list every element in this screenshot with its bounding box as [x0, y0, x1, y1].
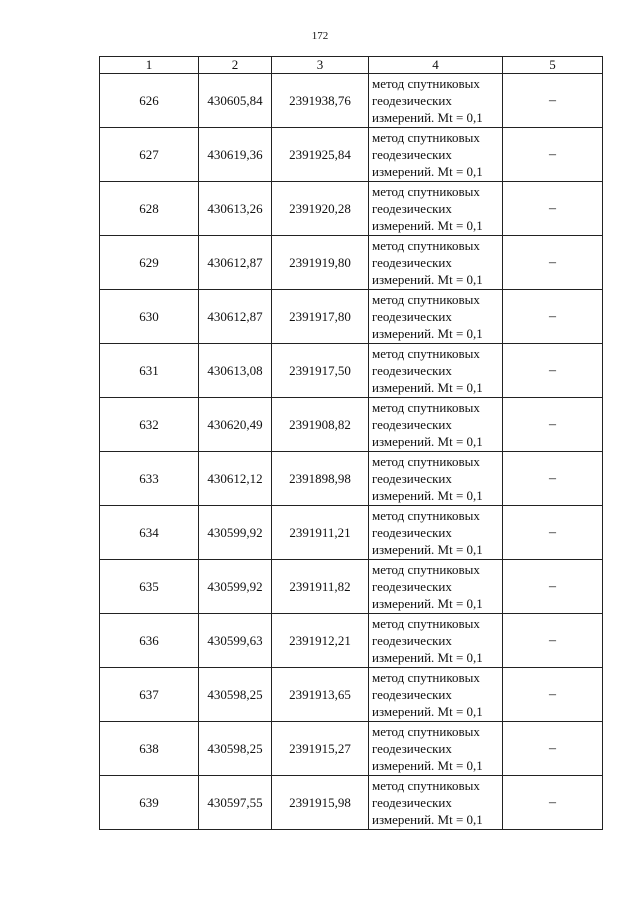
point-number-cell: 631	[100, 344, 199, 398]
column-header-2: 2	[199, 57, 272, 74]
method-line: измерений. Mt = 0,1	[372, 218, 483, 233]
method-line: измерений. Mt = 0,1	[372, 812, 483, 827]
y-coordinate-cell: 2391920,28	[272, 182, 369, 236]
method-line: геодезических	[372, 147, 452, 162]
column-header-1: 1	[100, 57, 199, 74]
method-line: измерений. Mt = 0,1	[372, 110, 483, 125]
note-cell	[503, 290, 603, 344]
y-coordinate-cell: 2391898,98	[272, 452, 369, 506]
table-row	[100, 668, 603, 722]
y-coordinate-cell: 2391917,50	[272, 344, 369, 398]
note-cell	[503, 398, 603, 452]
point-number-cell: 633	[100, 452, 199, 506]
point-number-cell: 635	[100, 560, 199, 614]
method-line: метод спутниковых	[372, 130, 480, 145]
method-line: метод спутниковых	[372, 724, 480, 739]
table-row	[100, 722, 603, 776]
method-line: геодезических	[372, 363, 452, 378]
method-line: геодезических	[372, 201, 452, 216]
y-coordinate-cell: 2391913,65	[272, 668, 369, 722]
method-cell	[369, 668, 503, 722]
method-line: измерений. Mt = 0,1	[372, 164, 483, 179]
y-coordinate-cell: 2391911,21	[272, 506, 369, 560]
method-line: измерений. Mt = 0,1	[372, 596, 483, 611]
table-row	[100, 182, 603, 236]
y-coordinate-cell: 2391915,98	[272, 776, 369, 830]
table-row	[100, 290, 603, 344]
note-dash: –	[549, 687, 556, 702]
table-row	[100, 236, 603, 290]
table-row	[100, 398, 603, 452]
y-coordinate-cell: 2391911,82	[272, 560, 369, 614]
method-cell	[369, 182, 503, 236]
y-coordinate-cell: 2391919,80	[272, 236, 369, 290]
method-line: метод спутниковых	[372, 346, 480, 361]
table-row	[100, 506, 603, 560]
method-line: метод спутниковых	[372, 616, 480, 631]
note-cell	[503, 236, 603, 290]
note-cell	[503, 560, 603, 614]
point-number-cell: 626	[100, 74, 199, 128]
method-cell	[369, 560, 503, 614]
note-cell	[503, 74, 603, 128]
column-header-5: 5	[503, 57, 603, 74]
point-number-cell: 639	[100, 776, 199, 830]
x-coordinate-cell: 430597,55	[199, 776, 272, 830]
method-line: измерений. Mt = 0,1	[372, 272, 483, 287]
point-number-cell: 636	[100, 614, 199, 668]
point-number-cell: 627	[100, 128, 199, 182]
method-line: метод спутниковых	[372, 238, 480, 253]
x-coordinate-cell: 430599,92	[199, 560, 272, 614]
note-cell	[503, 614, 603, 668]
note-cell	[503, 668, 603, 722]
note-cell	[503, 776, 603, 830]
method-line: измерений. Mt = 0,1	[372, 326, 483, 341]
note-dash: –	[549, 255, 556, 270]
y-coordinate-cell: 2391925,84	[272, 128, 369, 182]
note-cell	[503, 344, 603, 398]
note-cell	[503, 506, 603, 560]
method-cell	[369, 236, 503, 290]
method-line: измерений. Mt = 0,1	[372, 380, 483, 395]
method-line: метод спутниковых	[372, 562, 480, 577]
point-number-cell: 638	[100, 722, 199, 776]
x-coordinate-cell: 430599,63	[199, 614, 272, 668]
x-coordinate-cell: 430599,92	[199, 506, 272, 560]
method-line: геодезических	[372, 795, 452, 810]
method-line: геодезических	[372, 255, 452, 270]
method-line: метод спутниковых	[372, 778, 480, 793]
point-number-cell: 629	[100, 236, 199, 290]
x-coordinate-cell: 430613,08	[199, 344, 272, 398]
note-dash: –	[549, 633, 556, 648]
coordinates-table	[99, 56, 603, 830]
point-number-cell: 632	[100, 398, 199, 452]
method-cell	[369, 506, 503, 560]
method-line: метод спутниковых	[372, 670, 480, 685]
note-cell	[503, 182, 603, 236]
note-dash: –	[549, 93, 556, 108]
point-number-cell: 637	[100, 668, 199, 722]
point-number-cell: 628	[100, 182, 199, 236]
page-number: 172	[311, 30, 329, 42]
method-line: измерений. Mt = 0,1	[372, 488, 483, 503]
table-row	[100, 560, 603, 614]
x-coordinate-cell: 430620,49	[199, 398, 272, 452]
note-cell	[503, 452, 603, 506]
method-cell	[369, 398, 503, 452]
x-coordinate-cell: 430613,26	[199, 182, 272, 236]
table-row	[100, 776, 603, 830]
method-line: измерений. Mt = 0,1	[372, 434, 483, 449]
note-dash: –	[549, 471, 556, 486]
y-coordinate-cell: 2391912,21	[272, 614, 369, 668]
table-body	[100, 74, 603, 830]
method-cell	[369, 452, 503, 506]
method-line: измерений. Mt = 0,1	[372, 650, 483, 665]
x-coordinate-cell: 430605,84	[199, 74, 272, 128]
x-coordinate-cell: 430598,25	[199, 668, 272, 722]
y-coordinate-cell: 2391938,76	[272, 74, 369, 128]
note-dash: –	[549, 147, 556, 162]
table-row	[100, 344, 603, 398]
method-line: метод спутниковых	[372, 76, 480, 91]
method-line: геодезических	[372, 309, 452, 324]
point-number-cell: 630	[100, 290, 199, 344]
method-line: геодезических	[372, 525, 452, 540]
method-line: геодезических	[372, 633, 452, 648]
method-line: метод спутниковых	[372, 184, 480, 199]
method-line: геодезических	[372, 687, 452, 702]
method-line: геодезических	[372, 471, 452, 486]
note-dash: –	[549, 417, 556, 432]
method-cell	[369, 74, 503, 128]
note-dash: –	[549, 795, 556, 810]
method-line: метод спутниковых	[372, 508, 480, 523]
note-dash: –	[549, 525, 556, 540]
method-cell	[369, 128, 503, 182]
x-coordinate-cell: 430598,25	[199, 722, 272, 776]
method-cell	[369, 344, 503, 398]
point-number-cell: 634	[100, 506, 199, 560]
column-header-3: 3	[272, 57, 369, 74]
note-dash: –	[549, 741, 556, 756]
y-coordinate-cell: 2391917,80	[272, 290, 369, 344]
note-dash: –	[549, 363, 556, 378]
note-cell	[503, 722, 603, 776]
method-line: измерений. Mt = 0,1	[372, 758, 483, 773]
x-coordinate-cell: 430612,87	[199, 236, 272, 290]
note-cell	[503, 128, 603, 182]
y-coordinate-cell: 2391915,27	[272, 722, 369, 776]
table-row	[100, 74, 603, 128]
method-cell	[369, 776, 503, 830]
note-dash: –	[549, 579, 556, 594]
y-coordinate-cell: 2391908,82	[272, 398, 369, 452]
method-cell	[369, 290, 503, 344]
method-line: геодезических	[372, 417, 452, 432]
note-dash: –	[549, 201, 556, 216]
method-line: геодезических	[372, 93, 452, 108]
method-cell	[369, 722, 503, 776]
table-row	[100, 452, 603, 506]
method-cell	[369, 614, 503, 668]
method-line: геодезических	[372, 579, 452, 594]
x-coordinate-cell: 430619,36	[199, 128, 272, 182]
column-header-4: 4	[369, 57, 503, 74]
x-coordinate-cell: 430612,87	[199, 290, 272, 344]
table-row	[100, 614, 603, 668]
table-header-row	[100, 57, 603, 74]
x-coordinate-cell: 430612,12	[199, 452, 272, 506]
method-line: метод спутниковых	[372, 400, 480, 415]
method-line: метод спутниковых	[372, 292, 480, 307]
method-line: измерений. Mt = 0,1	[372, 542, 483, 557]
note-dash: –	[549, 309, 556, 324]
method-line: измерений. Mt = 0,1	[372, 704, 483, 719]
method-line: метод спутниковых	[372, 454, 480, 469]
table-row	[100, 128, 603, 182]
method-line: геодезических	[372, 741, 452, 756]
